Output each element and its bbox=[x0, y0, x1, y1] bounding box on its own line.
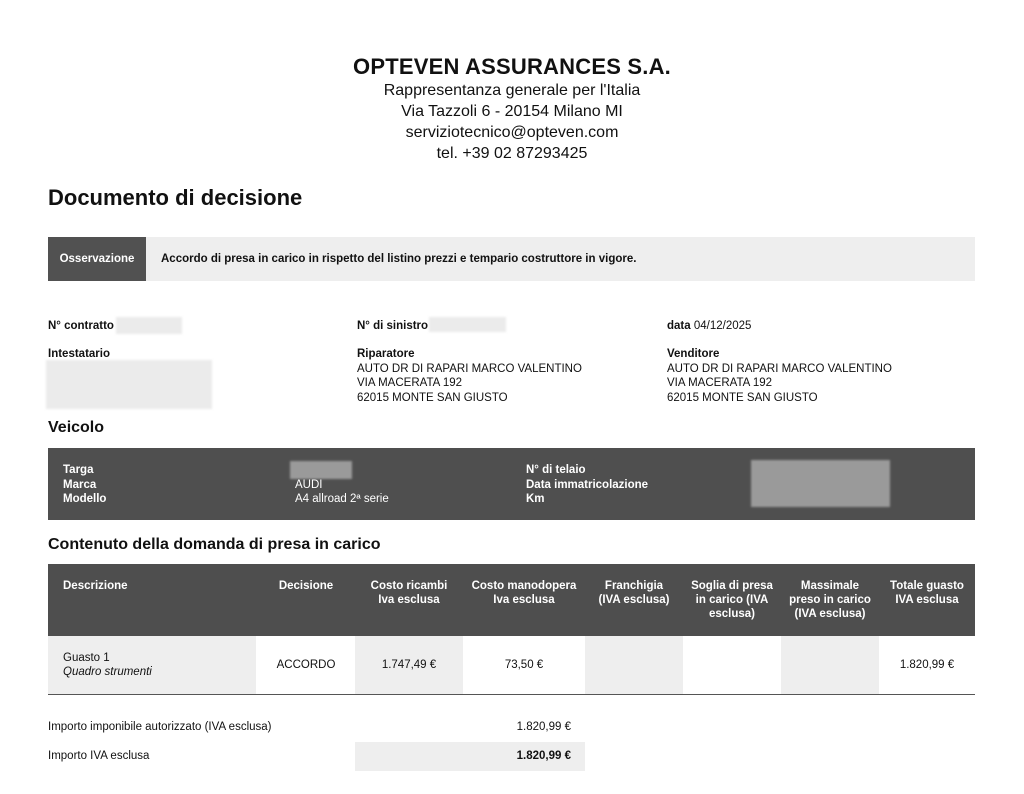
claim-label: N° di sinistro bbox=[357, 320, 429, 332]
repairer-street: VIA MACERATA 192 bbox=[357, 377, 463, 389]
repairer-name: AUTO DR DI RAPARI MARCO VALENTINO bbox=[357, 362, 582, 375]
header-parts-line2: Iva esclusa bbox=[378, 594, 440, 606]
date-label: data bbox=[667, 320, 691, 332]
header-threshold-line3: esclusa) bbox=[708, 608, 756, 620]
observation-label: Osservazione bbox=[48, 237, 146, 281]
seller-label: Venditore bbox=[667, 348, 720, 360]
observation-text: Accordo di presa in carico in rispetto del listino prezzi e tempario costruttore in vigore. bbox=[161, 253, 637, 265]
observation-bar bbox=[48, 237, 975, 281]
company-phone: tel. +39 02 87293425 bbox=[436, 145, 588, 162]
header-parts-line1: Costo ricambi bbox=[370, 580, 448, 592]
row-description bbox=[48, 636, 256, 694]
header-threshold-line2: in carico (IVA bbox=[695, 594, 769, 606]
claim-number-redacted bbox=[429, 317, 506, 332]
company-name: OPTEVEN ASSURANCES S.A. bbox=[353, 54, 671, 79]
holder-label: Intestatario bbox=[48, 348, 110, 360]
document-title: Documento di decisione bbox=[48, 185, 303, 210]
claim-table bbox=[48, 564, 975, 695]
claim-section-title: Contenuto della domanda di presa in carico bbox=[48, 536, 381, 553]
row-labour-cost: 73,50 € bbox=[504, 659, 544, 671]
company-email: serviziotecnico@opteven.com bbox=[405, 124, 619, 141]
header-franchise-line2: (IVA esclusa) bbox=[598, 594, 670, 606]
row-decision: ACCORDO bbox=[276, 659, 336, 671]
header-franchise bbox=[585, 579, 683, 607]
vehicle-labels-right bbox=[526, 463, 648, 507]
row-subtitle: Quadro strumenti bbox=[63, 666, 152, 678]
table-header bbox=[48, 564, 975, 636]
header-decision: Decisione bbox=[278, 580, 334, 592]
header-labour-line2: Iva esclusa bbox=[493, 594, 555, 606]
header-labour-line1: Costo manodopera bbox=[471, 580, 577, 592]
seller-block bbox=[667, 347, 892, 405]
header-maximum-line3: (IVA esclusa) bbox=[794, 608, 866, 620]
row-parts-cost: 1.747,49 € bbox=[355, 636, 463, 694]
row-title: Guasto 1 bbox=[63, 652, 110, 664]
vin-label: N° di telaio bbox=[526, 464, 586, 476]
header-threshold bbox=[683, 579, 781, 621]
vehicle-labels bbox=[63, 463, 106, 507]
brand-label: Marca bbox=[63, 478, 97, 491]
plate-label: Targa bbox=[63, 464, 94, 476]
row-threshold bbox=[683, 636, 781, 694]
vin-redacted bbox=[751, 460, 890, 507]
repairer-label: Riparatore bbox=[357, 348, 415, 360]
row-franchise bbox=[585, 636, 683, 694]
table-row bbox=[48, 636, 975, 695]
row-maximum bbox=[781, 636, 879, 694]
net-amount-label: Importo IVA esclusa bbox=[48, 750, 150, 762]
repairer-block bbox=[357, 347, 582, 405]
model-label: Modello bbox=[63, 493, 107, 505]
company-subtitle: Rappresentanza generale per l'Italia bbox=[383, 82, 641, 99]
seller-name: AUTO DR DI RAPARI MARCO VALENTINO bbox=[667, 362, 892, 375]
taxable-amount-value: 1.820,99 € bbox=[516, 721, 571, 733]
seller-city: 62015 MONTE SAN GIUSTO bbox=[667, 391, 818, 404]
repairer-city: 62015 MONTE SAN GIUSTO bbox=[357, 391, 508, 404]
brand-value: AUDI bbox=[295, 478, 323, 491]
company-address: Via Tazzoli 6 - 20154 Milano MI bbox=[401, 103, 623, 120]
contract-number-redacted bbox=[116, 317, 182, 334]
header-threshold-line1: Soglia di presa bbox=[691, 580, 773, 592]
taxable-amount-label: Importo imponibile autorizzato (IVA esclusa) bbox=[48, 721, 272, 733]
date-field bbox=[667, 319, 751, 334]
row-total: 1.820,99 € bbox=[899, 659, 955, 671]
date-value: 04/12/2025 bbox=[693, 320, 752, 332]
header-maximum-line1: Massimale bbox=[800, 580, 860, 592]
header-total-line1: Totale guasto bbox=[890, 580, 964, 592]
header-parts-cost bbox=[355, 579, 463, 607]
contract-label: N° contratto bbox=[48, 320, 114, 332]
seller-street: VIA MACERATA 192 bbox=[667, 377, 773, 389]
header-maximum bbox=[781, 579, 879, 621]
net-amount-value: 1.820,99 € bbox=[516, 750, 571, 762]
km-label: Km bbox=[526, 493, 545, 505]
header-franchise-line1: Franchigia bbox=[604, 580, 664, 592]
header-description: Descrizione bbox=[63, 580, 128, 592]
header-total bbox=[879, 579, 975, 607]
model-value: A4 allroad 2ª serie bbox=[295, 493, 389, 505]
header-labour-cost bbox=[463, 579, 585, 607]
header-total-line2: IVA esclusa bbox=[895, 594, 959, 606]
registration-date-label: Data immatricolazione bbox=[526, 478, 649, 491]
vehicle-panel bbox=[48, 448, 975, 520]
vehicle-section-title: Veicolo bbox=[48, 419, 105, 436]
holder-redacted bbox=[46, 360, 212, 409]
vehicle-values bbox=[295, 463, 389, 507]
header-maximum-line2: preso in carico bbox=[789, 594, 871, 606]
